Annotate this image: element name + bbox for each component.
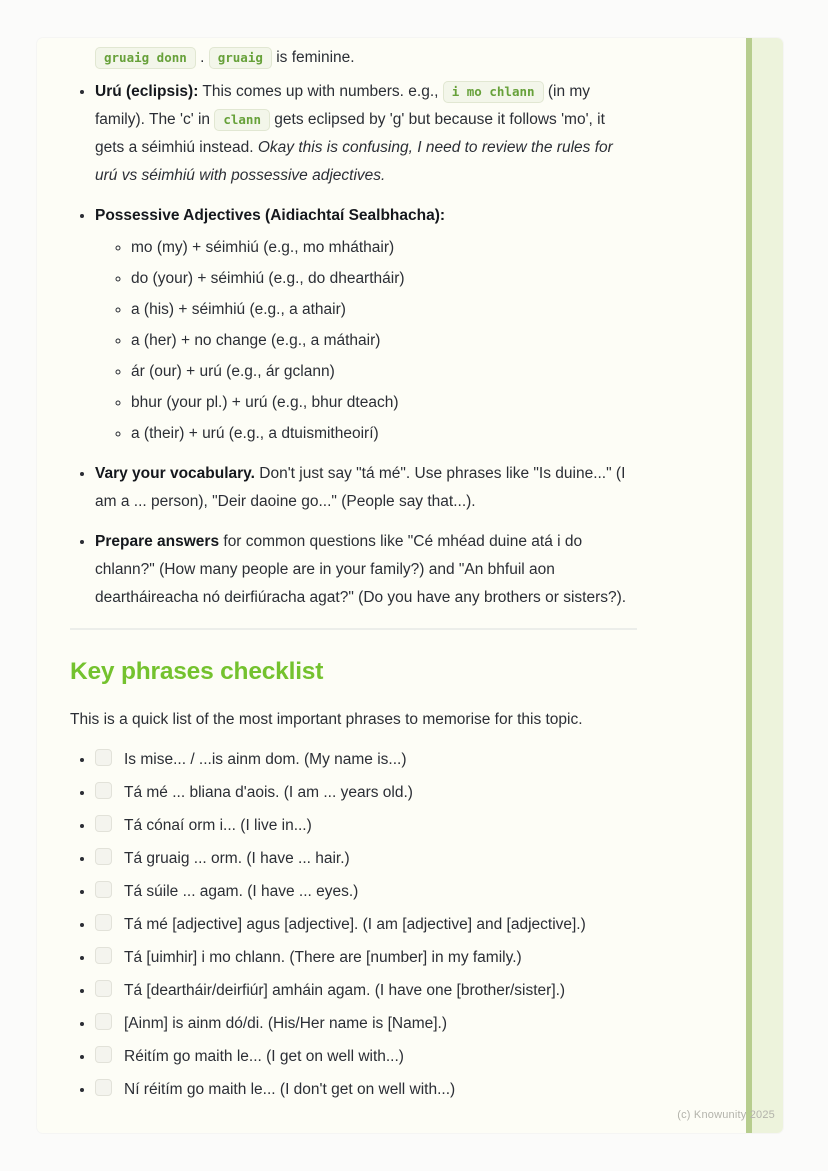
code-badge: gruaig — [209, 47, 272, 69]
checklist-item — [95, 845, 637, 873]
text-run: Don't just say "tá mé". Use phrases like "Is duine..." (I am a ... person), "Deir daoine go..." (People say that...). — [95, 465, 626, 510]
checklist-label: Tá gruaig ... orm. (I have ... hair.) — [124, 850, 350, 867]
italic-run: Okay this is confusing, I need to review the rules for urú vs séimhiú with possessive adjectives. — [95, 139, 613, 184]
checklist-label: Is mise... / ...is ainm dom. (My name is...) — [124, 751, 407, 768]
text-run: gets eclipsed by 'g' but because it follows 'mo', it gets a séimhiú instead. — [95, 111, 605, 156]
continuation-line — [95, 44, 637, 72]
code-badge: clann — [214, 109, 270, 131]
phrase-checkbox[interactable] — [95, 914, 112, 931]
phrase-checkbox[interactable] — [95, 749, 112, 766]
checklist-label: Tá mé ... bliana d'aois. (I am ... years old.) — [124, 784, 413, 801]
sub-list-item: ◦ ár (our) + urú (e.g., ár gclann) — [131, 358, 637, 386]
text-run: is feminine. — [276, 49, 355, 66]
checklist-item — [95, 1010, 637, 1038]
sub-list-item: ◦ a (her) + no change (e.g., a máthair) — [131, 327, 637, 355]
checklist-label: [Ainm] is ainm dó/di. (His/Her name is [Name].) — [124, 1015, 448, 1032]
grammar-notes-list — [70, 78, 637, 612]
bold-run: Possessive Adjectives (Aidiachtaí Sealbhacha): — [95, 207, 446, 224]
text-run: (in my family). The 'c' in — [95, 83, 591, 128]
section-divider — [70, 628, 637, 630]
list-item-prepare — [95, 528, 637, 612]
phrase-checkbox[interactable] — [95, 980, 112, 997]
checklist-item — [95, 812, 637, 840]
code-badge: gruaig donn — [95, 47, 196, 69]
checklist-intro: This is a quick list of the most important phrases to memorise for this topic. — [70, 711, 583, 728]
checklist-label: Tá [uimhir] i mo chlann. (There are [number] in my family.) — [124, 949, 522, 966]
checklist-item — [95, 1076, 637, 1104]
checklist-label: Tá mé [adjective] agus [adjective]. (I am [adjective] and [adjective].) — [124, 916, 586, 933]
page-binding-strip — [746, 38, 783, 1133]
possessive-sublist — [95, 234, 637, 448]
phrase-checkbox[interactable] — [95, 1046, 112, 1063]
note-page — [37, 38, 783, 1133]
sub-list-item: ◦ mo (my) + séimhiú (e.g., mo mháthair) — [131, 234, 637, 262]
sub-list-item: ◦ a (their) + urú (e.g., a dtuismitheoirí) — [131, 420, 637, 448]
checklist-label: Tá súile ... agam. (I have ... eyes.) — [124, 883, 359, 900]
checklist-item — [95, 878, 637, 906]
bold-run: Prepare answers — [95, 533, 220, 550]
text-run: for common questions like "Cé mhéad duine atá i do chlann?" (How many people are in your family?) and "An bhfuil aon deartháireacha nó deirfiúracha agat?" (Do you have any brothers or sisters?). — [95, 533, 627, 606]
phrase-checkbox[interactable] — [95, 1013, 112, 1030]
checklist-label: Tá cónaí orm i... (I live in...) — [124, 817, 312, 834]
sub-list-item: ◦ bhur (your pl.) + urú (e.g., bhur dteach) — [131, 389, 637, 417]
bold-run: Vary your vocabulary. — [95, 465, 255, 482]
phrase-checkbox[interactable] — [95, 782, 112, 799]
phrase-checkbox[interactable] — [95, 947, 112, 964]
list-item-uru — [95, 78, 637, 190]
code-badge: i mo chlann — [443, 81, 544, 103]
section-heading: Key phrases checklist — [70, 658, 324, 685]
checklist-item — [95, 779, 637, 807]
checklist-label: Réitím go maith le... (I get on well with...) — [124, 1048, 404, 1065]
note-content — [70, 44, 637, 1109]
phrase-checkbox[interactable] — [95, 815, 112, 832]
sub-list-item: ◦ do (your) + séimhiú (e.g., do dheartháir) — [131, 265, 637, 293]
checklist-item — [95, 1043, 637, 1071]
list-item-vary — [95, 460, 637, 516]
checklist-label: Tá [deartháir/deirfiúr] amháin agam. (I have one [brother/sister].) — [124, 982, 566, 999]
checklist-item — [95, 944, 637, 972]
checklist-item — [95, 977, 637, 1005]
key-phrases-checklist — [70, 746, 637, 1104]
checklist-label: Ní réitím go maith le... (I don't get on well with...) — [124, 1081, 456, 1098]
sub-list-item: ◦ a (his) + séimhiú (e.g., a athair) — [131, 296, 637, 324]
text-run: This comes up with numbers. e.g., — [198, 83, 443, 100]
bold-run: Urú (eclipsis): — [95, 83, 199, 100]
checklist-item — [95, 746, 637, 774]
list-item-possessive — [95, 202, 637, 448]
phrase-checkbox[interactable] — [95, 881, 112, 898]
checklist-item — [95, 911, 637, 939]
phrase-checkbox[interactable] — [95, 1079, 112, 1096]
watermark: (c) Knowunity 2025 — [677, 1109, 775, 1121]
text-run: . — [200, 49, 205, 66]
phrase-checkbox[interactable] — [95, 848, 112, 865]
